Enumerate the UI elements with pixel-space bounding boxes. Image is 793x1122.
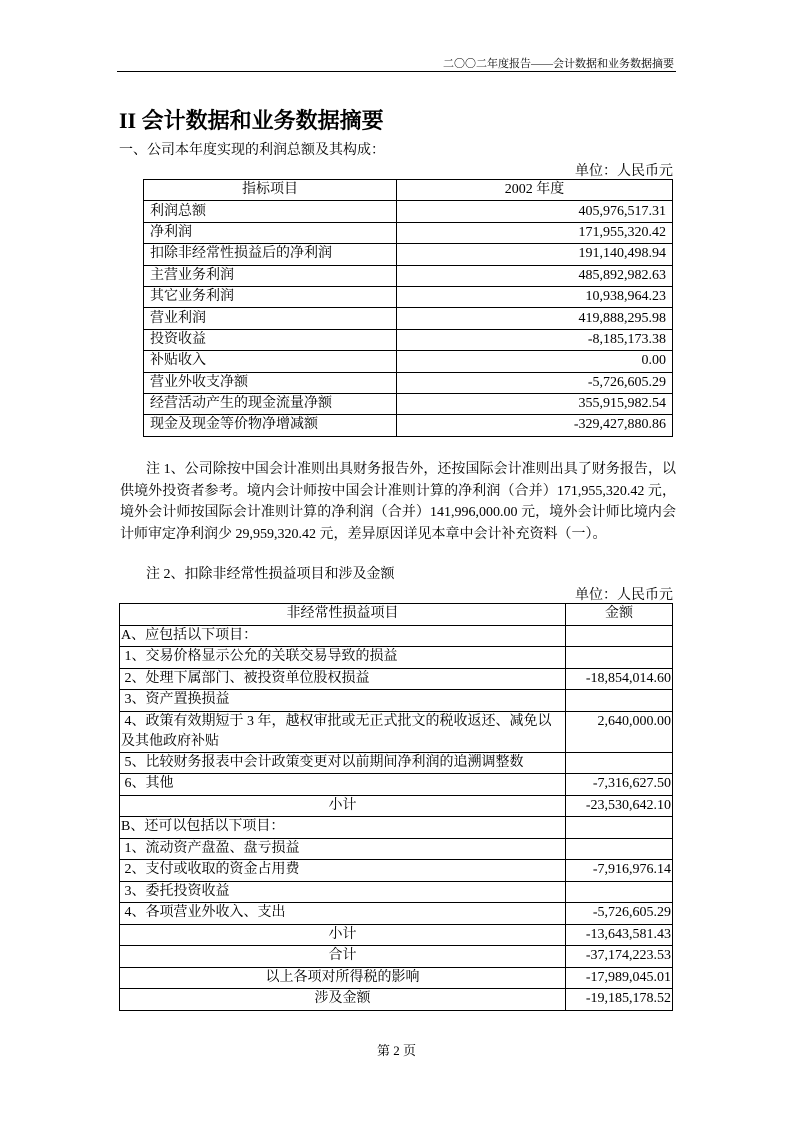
item-label: 其它业务利润	[144, 286, 397, 307]
item-label: 3、委托投资收益	[120, 881, 566, 903]
profit-table	[143, 179, 673, 437]
note-2-heading: 注 2、扣除非经常性损益项目和涉及金额	[146, 567, 395, 582]
table-row	[144, 308, 673, 329]
item-value: -329,427,880.86	[397, 415, 673, 436]
item-value	[566, 838, 673, 860]
table-row	[120, 647, 673, 669]
item-value	[566, 690, 673, 712]
item-label: 净利润	[144, 222, 397, 243]
table-row	[144, 286, 673, 307]
item-label: 合计	[120, 946, 566, 968]
page-number: 第 2 页	[376, 1043, 416, 1058]
item-value: 191,140,498.94	[397, 244, 673, 265]
item-label: 营业利润	[144, 308, 397, 329]
table-row	[144, 329, 673, 350]
item-label: 2、处理下属部门、被投资单位股权损益	[120, 668, 566, 690]
table-row	[120, 668, 673, 690]
column-header: 2002 年度	[397, 180, 673, 201]
table-row	[120, 881, 673, 903]
item-label: 涉及金额	[120, 989, 566, 1011]
item-value: -5,726,605.29	[397, 372, 673, 393]
item-value: -17,989,045.01	[566, 967, 673, 989]
column-header: 金额	[566, 604, 673, 626]
item-value: -23,530,642.10	[566, 795, 673, 817]
table-row	[120, 752, 673, 774]
non-recurring-items-table	[119, 603, 673, 1011]
item-label: 营业外收支净额	[144, 372, 397, 393]
table-row	[144, 415, 673, 436]
item-label: 2、支付或收取的资金占用费	[120, 860, 566, 882]
item-label: 主营业务利润	[144, 265, 397, 286]
item-label: 1、交易价格显示公允的关联交易导致的损益	[120, 647, 566, 669]
item-label: B、还可以包括以下项目：	[120, 817, 566, 839]
item-label: 4、各项营业外收入、支出	[120, 903, 566, 925]
table-row	[144, 351, 673, 372]
item-value: 419,888,295.98	[397, 308, 673, 329]
item-label: 5、比较财务报表中会计政策变更对以前期间净利润的追溯调整数	[120, 752, 566, 774]
item-value: 10,938,964.23	[397, 286, 673, 307]
table-row	[144, 265, 673, 286]
item-value: -7,916,976.14	[566, 860, 673, 882]
table-row	[120, 690, 673, 712]
table-row	[120, 838, 673, 860]
item-value	[566, 817, 673, 839]
item-value: -8,185,173.38	[397, 329, 673, 350]
column-header: 非经常性损益项目	[120, 604, 566, 626]
note-1-paragraph: 注 1、公司除按中国会计准则出具财务报告外，还按国际会计准则出具了财务报告，以供境外投资者参考。境内会计师按中国会计准则计算的净利润（合并）171,955,320.42 元，境外会计师按国际会计准则计算的净利润（合并）141,996,000.00 元，境外会计师比境内会计师审定净利润少 29,959,320.42 元，差异原因详见本章中会计补充资料（一）。	[120, 462, 676, 543]
item-value: -5,726,605.29	[566, 903, 673, 925]
table-row	[120, 795, 673, 817]
table-header-row	[144, 180, 673, 201]
running-header: 二〇〇二年度报告——会计数据和业务数据摘要	[443, 58, 674, 70]
table-row	[144, 222, 673, 243]
item-value: 405,976,517.31	[397, 201, 673, 222]
item-label: 扣除非经常性损益后的净利润	[144, 244, 397, 265]
table-row	[120, 946, 673, 968]
item-value: -18,854,014.60	[566, 668, 673, 690]
table-row	[120, 817, 673, 839]
item-value: -13,643,581.43	[566, 924, 673, 946]
table-row	[120, 860, 673, 882]
item-value: 171,955,320.42	[397, 222, 673, 243]
item-label: 投资收益	[144, 329, 397, 350]
item-value	[566, 625, 673, 647]
item-value: -37,174,223.53	[566, 946, 673, 968]
item-value	[566, 752, 673, 774]
table-row	[144, 201, 673, 222]
item-label: 经营活动产生的现金流量净额	[144, 393, 397, 414]
table-row	[120, 924, 673, 946]
header-rule	[117, 71, 676, 72]
table-header-row	[120, 604, 673, 626]
item-label: 1、流动资产盘盈、盘亏损益	[120, 838, 566, 860]
item-label: 现金及现金等价物净增减额	[144, 415, 397, 436]
table-row	[144, 393, 673, 414]
item-label: 3、资产置换损益	[120, 690, 566, 712]
table-row	[120, 989, 673, 1011]
item-value: 355,915,982.54	[397, 393, 673, 414]
section-heading: 一、公司本年度实现的利润总额及其构成：	[119, 143, 385, 158]
table-row	[120, 625, 673, 647]
table-row	[120, 774, 673, 796]
table-row	[120, 967, 673, 989]
table-row	[144, 244, 673, 265]
item-value: 0.00	[397, 351, 673, 372]
unit-label: 单位：人民币元	[575, 588, 673, 603]
page-title: II 会计数据和业务数据摘要	[119, 108, 384, 133]
table-row	[120, 903, 673, 925]
item-value	[566, 881, 673, 903]
item-label: A、应包括以下项目：	[120, 625, 566, 647]
unit-label: 单位：人民币元	[575, 164, 673, 179]
item-value: -7,316,627.50	[566, 774, 673, 796]
item-label: 4、政策有效期短于 3 年，越权审批或无正式批文的税收返还、减免以及其他政府补贴	[120, 711, 566, 752]
item-label: 6、其他	[120, 774, 566, 796]
item-label: 小计	[120, 924, 566, 946]
item-value	[566, 647, 673, 669]
item-label: 利润总额	[144, 201, 397, 222]
item-label: 以上各项对所得税的影响	[120, 967, 566, 989]
item-value: 2,640,000.00	[566, 711, 673, 752]
item-value: 485,892,982.63	[397, 265, 673, 286]
table-row	[144, 372, 673, 393]
table-row	[120, 711, 673, 752]
column-header: 指标项目	[144, 180, 397, 201]
item-label: 补贴收入	[144, 351, 397, 372]
item-label: 小计	[120, 795, 566, 817]
item-value: -19,185,178.52	[566, 989, 673, 1011]
